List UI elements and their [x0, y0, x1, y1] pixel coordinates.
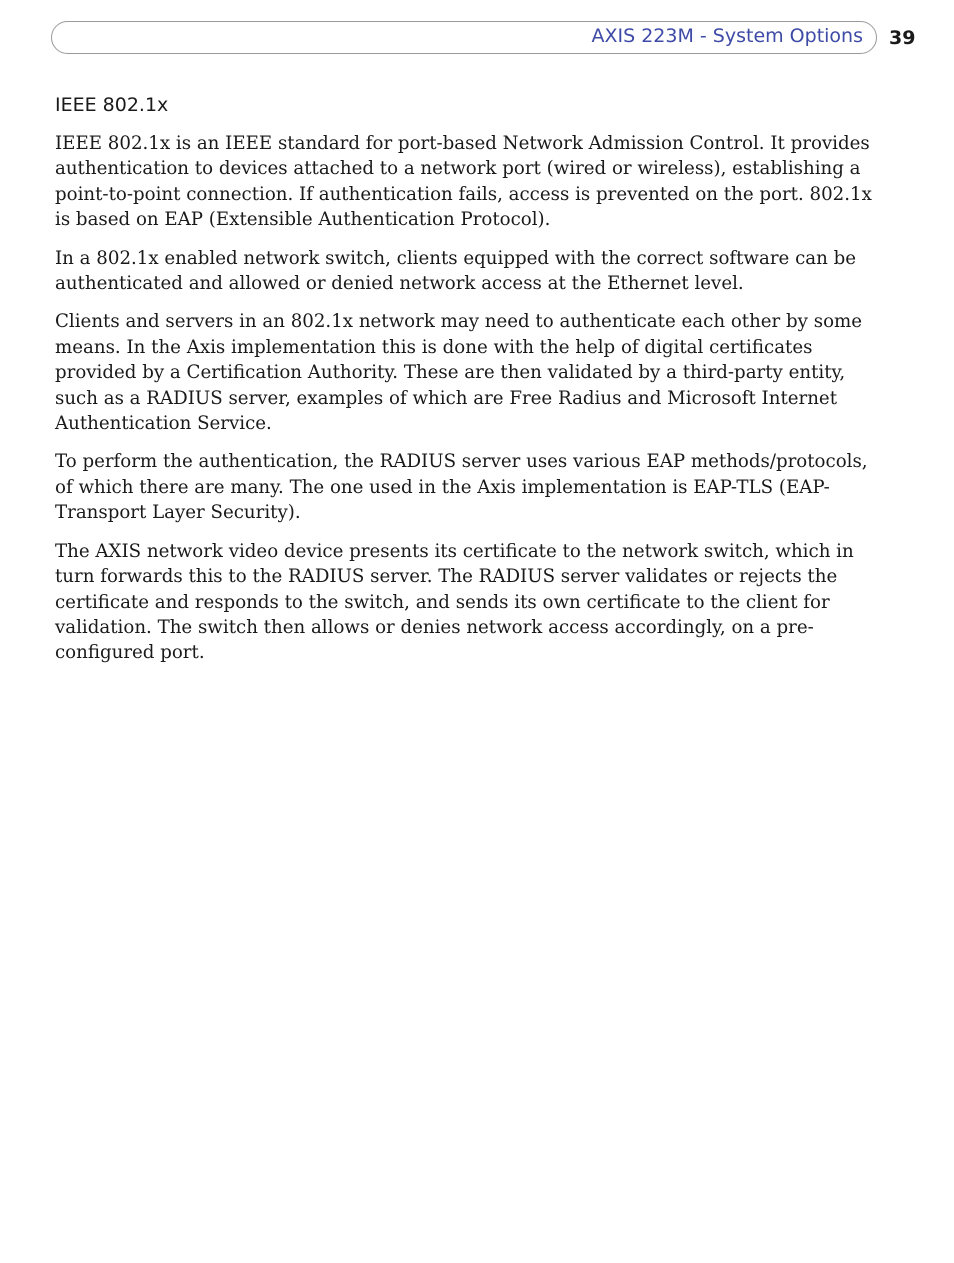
paragraph-intro: IEEE 802.1x is an IEEE standard for port-based Network Admission Control. It provides authentication to devices attached to a network port (wired or wireless), establishing a point-to-point connection. If authentication fails, access is prevented on the port. 802.1x is based on EAP (Extensible Authentication Protocol). [55, 133, 872, 231]
paragraph-device-certificate: The AXIS network video device presents its certificate to the network switch, which in turn forwards this to the RADIUS server. The RADIUS server validates or rejects the certificate and responds to the switch, and sends its own certificate to the client for validation. The switch then allows or denies network access accordingly, on a pre-configured port. [55, 540, 854, 664]
paragraph-certificates: Clients and servers in an 802.1x network may need to authenticate each other by some means. In the Axis implementation this is done with the help of digital certificates provided by a Certification Authority. These are then validated by a third-party entity, such as a RADIUS server, examples of which are Free Radius and Microsoft Internet Authentication Service. [55, 311, 863, 435]
page-number: 39 [889, 27, 916, 49]
paragraph-eap-methods: To perform the authentication, the RADIUS server uses various EAP methods/protocols, of which there are many. The one used in the Axis implementation is EAP-TLS (EAP-Transport Layer Security). [55, 451, 868, 524]
paragraph-network-switch: In a 802.1x enabled network switch, clients equipped with the correct software can be authenticated and allowed or denied network access at the Ethernet level. [55, 247, 857, 295]
header-title: AXIS 223M - System Options [591, 25, 863, 47]
main-content [55, 92, 877, 679]
section-heading: IEEE 802.1x [55, 94, 169, 116]
